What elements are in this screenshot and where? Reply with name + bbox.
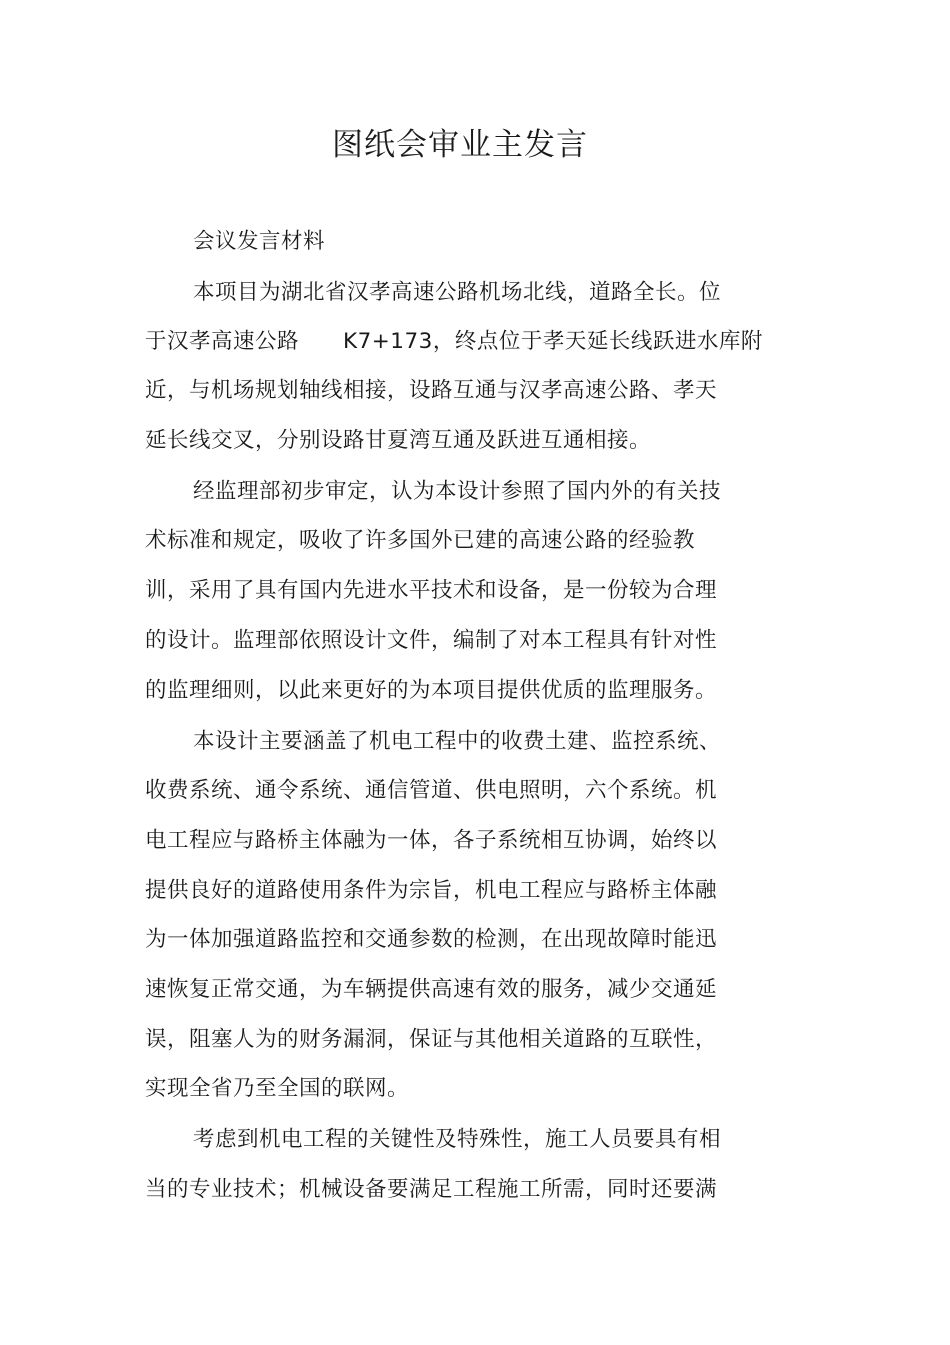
text-line: 近，与机场规划轴线相接，设路互通与汉孝高速公路、孝天 [145,378,718,403]
document-title: 图纸会审业主发言 [332,127,588,163]
text-line: 实现全省乃至全国的联网。 [145,1076,410,1101]
text-line: 术标准和规定，吸收了许多国外已建的高速公路的经验教 [145,528,696,553]
text-line: 为一体加强道路监控和交通参数的检测，在出现故障时能迅 [145,927,718,952]
text-line: 提供良好的道路使用条件为宗旨，机电工程应与路桥主体融 [145,878,718,903]
text-line: 的设计。监理部依照设计文件，编制了对本工程具有针对性 [145,628,718,653]
text-line: 本设计主要涵盖了机电工程中的收费土建、监控系统、 [193,729,722,754]
text-line: 经监理部初步审定，认为本设计参照了国内外的有关技 [193,479,722,504]
text-line: 误，阻塞人为的财务漏洞，保证与其他相关道路的互联性， [145,1027,718,1052]
text-line: 收费系统、通令系统、通信管道、供电照明，六个系统。机 [145,778,718,803]
text-line: 于汉孝高速公路 K7+173，终点位于孝天延长线跃进水库附 [145,329,763,354]
text-line: 当的专业技术；机械设备要满足工程施工所需，同时还要满 [145,1177,718,1202]
text-line: 会议发言材料 [193,229,326,254]
text-line: 的监理细则，以此来更好的为本项目提供优质的监理服务。 [145,678,718,703]
text-line: 延长线交叉，分别设路甘夏湾互通及跃进互通相接。 [145,428,652,453]
text-line: 电工程应与路桥主体融为一体，各子系统相互协调，始终以 [145,828,718,853]
text-line: 训，采用了具有国内先进水平技术和设备，是一份较为合理 [145,578,718,603]
text-line: 本项目为湖北省汉孝高速公路机场北线，道路全长。位 [193,280,722,305]
text-line: 考虑到机电工程的关键性及特殊性，施工人员要具有相 [193,1127,722,1152]
text-line: 速恢复正常交通，为车辆提供高速有效的服务，减少交通延 [145,977,718,1002]
